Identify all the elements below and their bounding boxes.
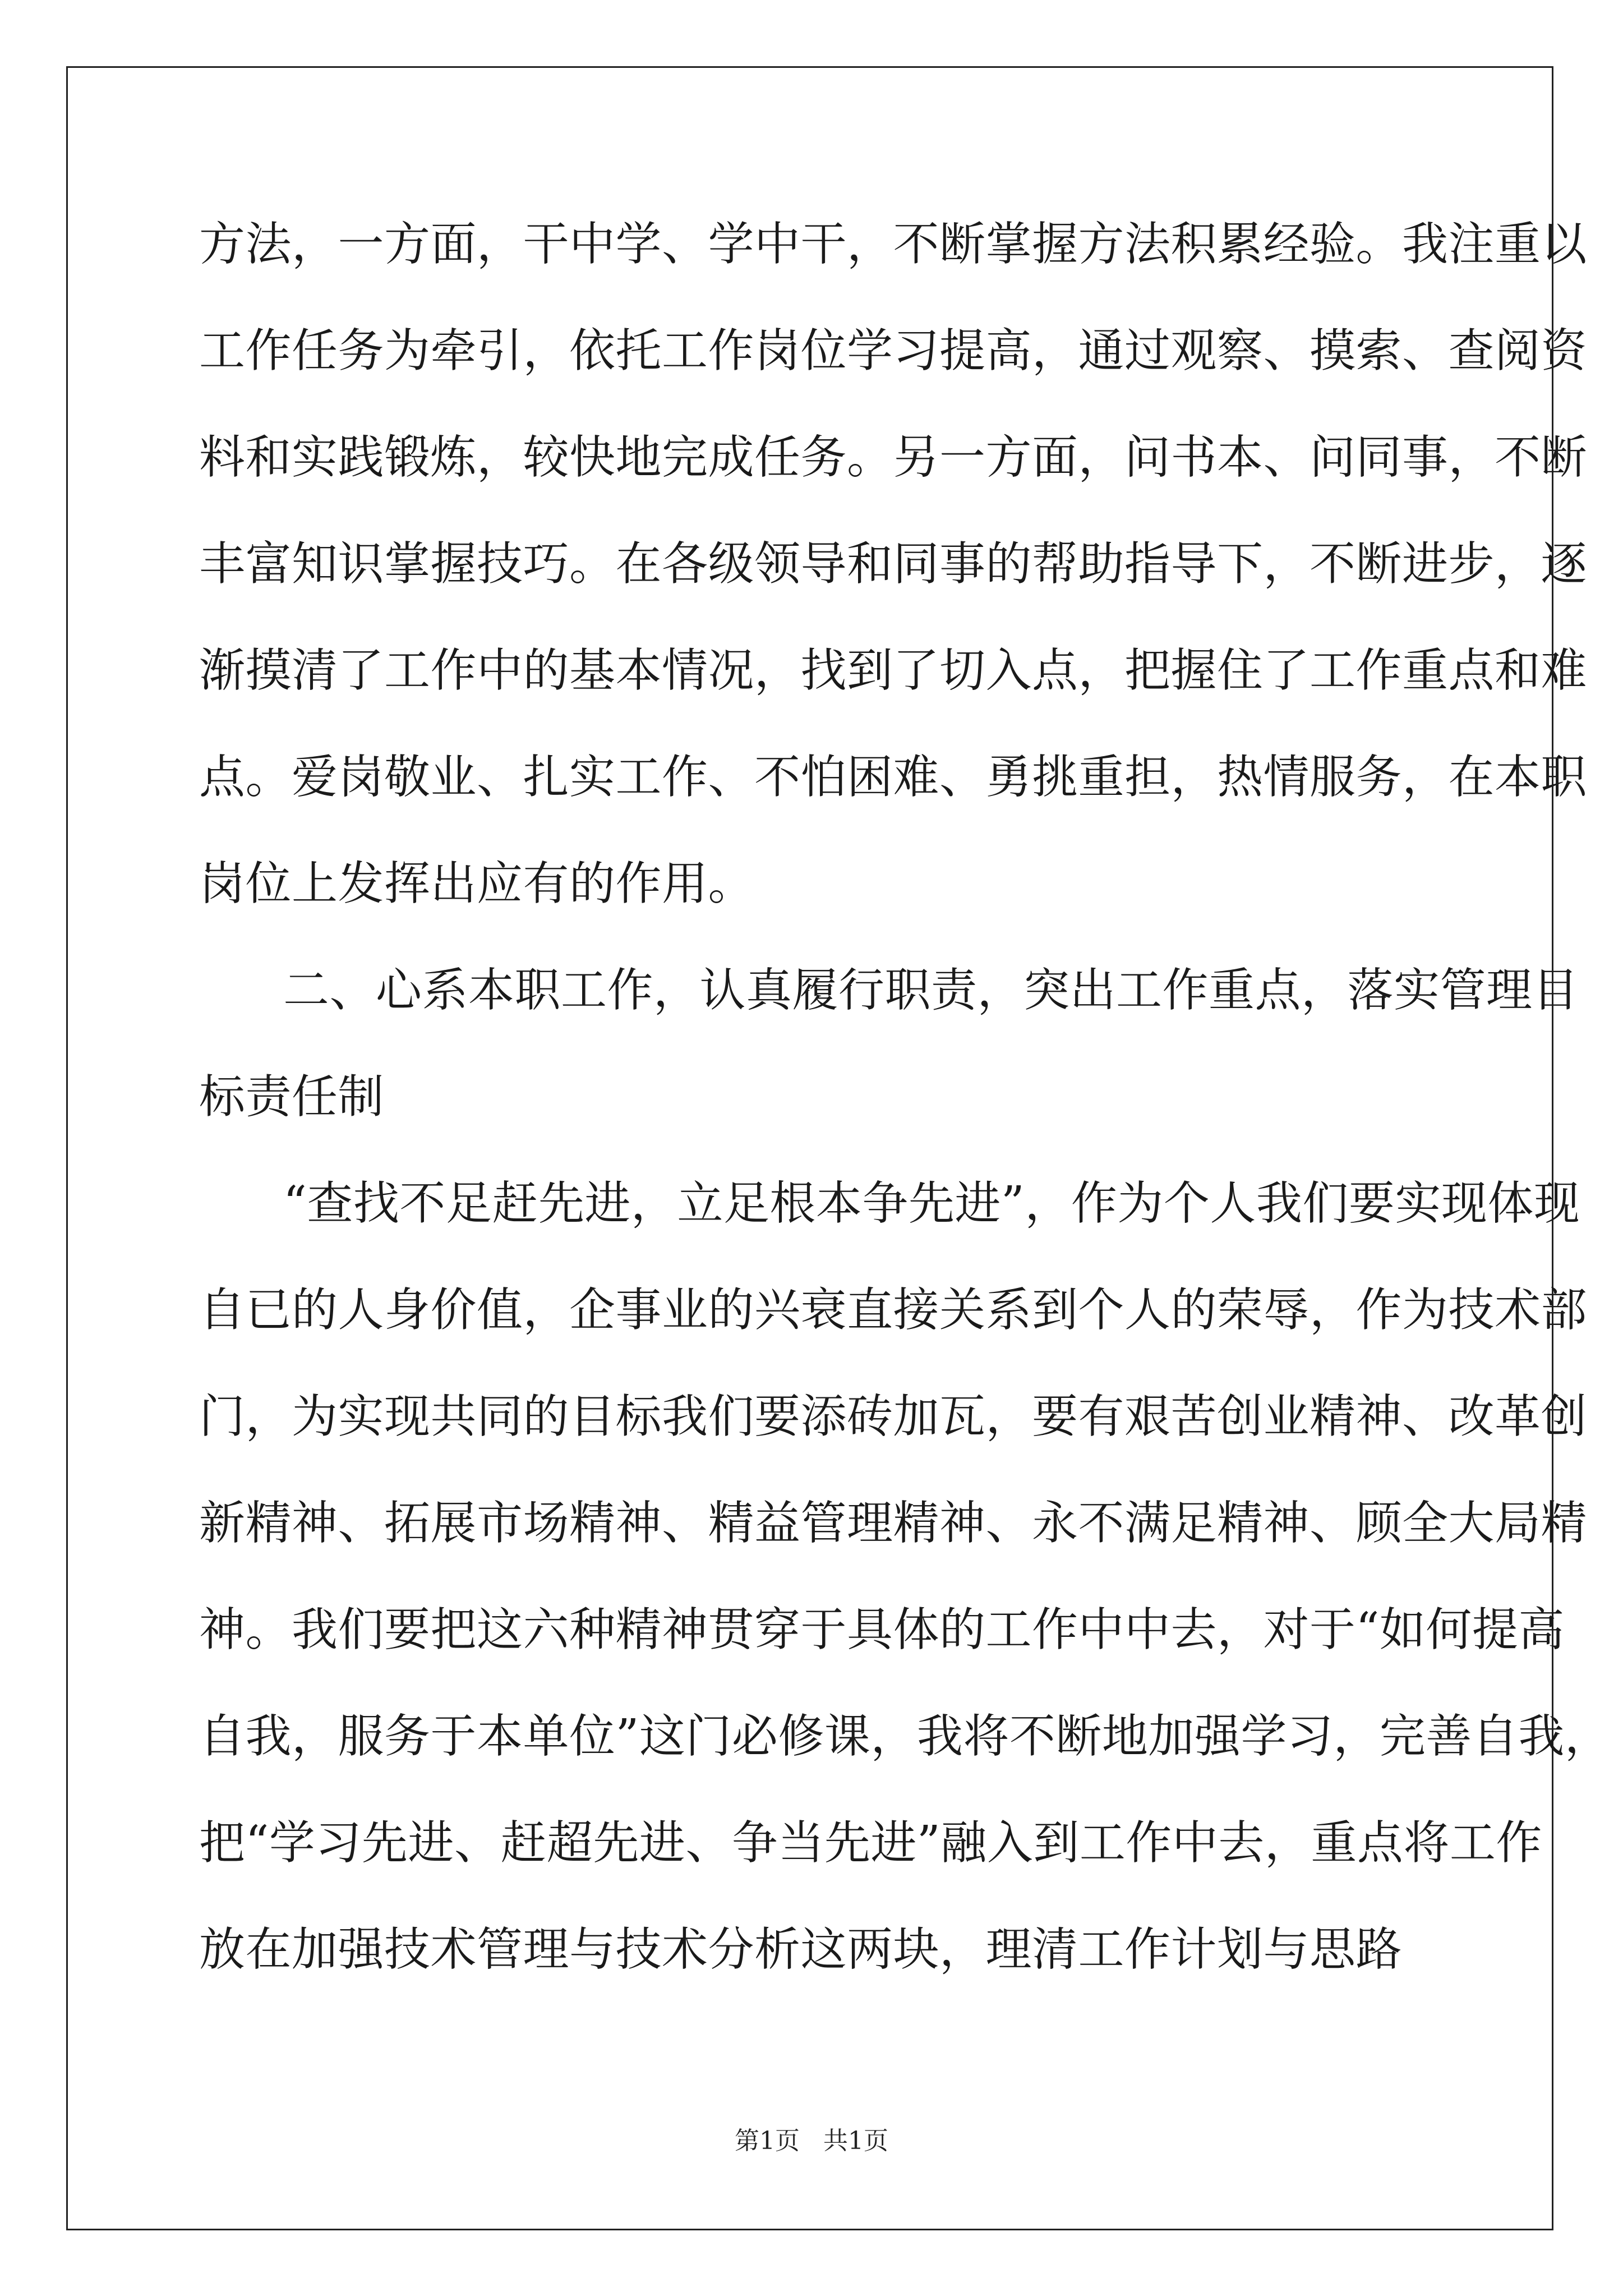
text-line: 料和实践锻炼，较快地完成任务。另一方面，问书本、问同事，不断 [199, 431, 1588, 484]
text-line: 放在加强技术管理与技术分析这两块，理清工作计划与思路 [199, 1923, 1403, 1976]
text-line: 把“学习先进、赶超先进、争当先进”融入到工作中去，重点将工作 [199, 1816, 1542, 1870]
text-line: 渐摸清了工作中的基本情况，找到了切入点，把握住了工作重点和难 [199, 644, 1588, 697]
text-line: 自我，服务于本单位”这门必修课，我将不断地加强学习，完善自我， [199, 1710, 1611, 1763]
text-line: 自已的人身价值，企事业的兴衰直接关系到个人的荣辱，作为技术部 [199, 1283, 1588, 1337]
document-body [199, 218, 1611, 2033]
text-line: 工作任务为牵引，依托工作岗位学习提高，通过观察、摸索、查阅资 [199, 324, 1588, 378]
text-line: 方法，一方面，干中学、学中干，不断掌握方法积累经验。我注重以 [199, 218, 1588, 271]
text-line: 岗位上发挥出应有的作用。 [199, 857, 755, 910]
text-line: 点。爱岗敬业、扎实工作、不怕困难、勇挑重担，热情服务，在本职 [199, 751, 1588, 804]
text-line: 丰富知识掌握技巧。在各级领导和同事的帮助指导下，不断进步，逐 [199, 537, 1588, 591]
page-number: 第1页 [735, 2127, 800, 2155]
text-line: 新精神、拓展市场精神、精益管理精神、永不满足精神、顾全大局精 [199, 1497, 1588, 1550]
section-heading-line: 标责任制 [199, 1070, 385, 1124]
text-line: “查找不足赶先进，立足根本争先进”，作为个人我们要实现体现 [283, 1177, 1580, 1230]
page-total: 共1页 [823, 2127, 888, 2155]
section-heading-line: 二、心系本职工作，认真履行职责，突出工作重点，落实管理目 [283, 964, 1579, 1017]
text-line: 门，为实现共同的目标我们要添砖加瓦，要有艰苦创业精神、改革创 [199, 1390, 1588, 1443]
text-line: 神。我们要把这六种精神贯穿于具体的工作中中去，对于“如何提高 [199, 1603, 1565, 1657]
page-footer [0, 2127, 1623, 2155]
